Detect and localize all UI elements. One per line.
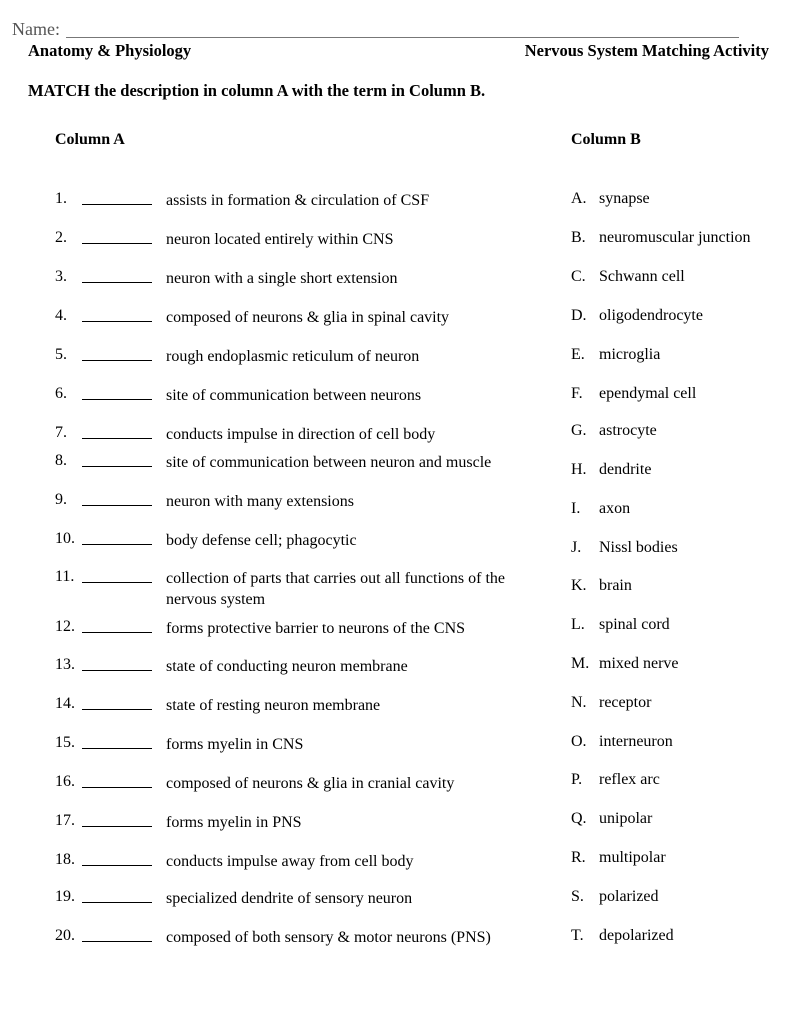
term-letter: E. [571,346,585,363]
term-text: synapse [599,190,650,207]
term-letter: H. [571,461,587,478]
term-text: multipolar [599,849,666,866]
column-a-item [0,346,560,366]
item-number: 17. [55,812,75,829]
description-text: composed of neurons & glia in spinal cavity [166,309,450,326]
column-b-term [571,733,673,751]
term-letter: D. [571,307,587,324]
column-b-term [571,655,679,673]
column-b-term [571,694,651,712]
column-a-item [0,851,560,871]
column-a-item [0,452,560,472]
item-number: 10. [55,530,75,547]
term-text: unipolar [599,810,653,827]
answer-blank[interactable] [82,941,152,942]
description-text: body defense cell; phagocytic [166,532,357,549]
column-b-term [571,849,666,867]
description-text: conducts impulse away from cell body [166,853,414,870]
answer-blank[interactable] [82,321,152,322]
term-letter: O. [571,733,587,750]
item-description [166,307,449,328]
term-text: axon [599,500,631,517]
item-number: 12. [55,618,75,635]
term-text: Nissl bodies [599,539,678,556]
answer-blank[interactable] [82,865,152,866]
term-letter: L. [571,616,585,633]
instructions: MATCH the description in column A with the term in Column B. [28,81,486,100]
column-a-item [0,424,560,444]
description-text: site of communication between neurons [166,387,422,404]
column-a-item [0,568,560,608]
column-a-heading: Column A [55,131,125,148]
column-a-item [0,268,560,288]
description-text: collection of parts that carries out all functions of the [166,570,505,587]
item-number: 16. [55,773,75,790]
column-b-term [571,190,650,208]
column-b-term [571,539,678,557]
term-letter: Q. [571,810,587,827]
answer-blank[interactable] [82,787,152,788]
description-text: state of conducting neuron membrane [166,658,408,675]
item-description [166,530,357,551]
description-text: neuron located entirely within CNS [166,231,394,248]
name-blank-line[interactable] [66,37,739,38]
answer-blank[interactable] [82,544,152,545]
answer-blank[interactable] [82,748,152,749]
item-description [166,190,429,211]
column-b-term [571,268,685,286]
item-number: 2. [55,229,67,246]
description-text: forms myelin in CNS [166,736,304,753]
item-number: 6. [55,385,67,402]
description-text: conducts impulse in direction of cell body [166,426,436,443]
term-letter: K. [571,577,587,594]
term-text: spinal cord [599,616,670,633]
answer-blank[interactable] [82,826,152,827]
column-b-term [571,346,660,364]
description-text: neuron with a single short extension [166,270,398,287]
column-b-term [571,616,670,634]
term-text: Schwann cell [599,268,685,285]
column-b-term [571,385,696,403]
description-text-continued: nervous system [166,591,266,608]
answer-blank[interactable] [82,505,152,506]
term-text: microglia [599,346,661,363]
column-a-item [0,773,560,793]
answer-blank[interactable] [82,438,152,439]
column-a-item [0,530,560,550]
column-a-item [0,229,560,249]
term-letter: G. [571,422,587,439]
item-number: 5. [55,346,67,363]
answer-blank[interactable] [82,632,152,633]
description-text: rough endoplasmic reticulum of neuron [166,348,420,365]
activity-title: Nervous System Matching Activity [524,41,769,60]
column-b-term [571,771,660,789]
answer-blank[interactable] [82,399,152,400]
item-number: 1. [55,190,67,207]
term-letter: T. [571,927,584,944]
item-description [166,773,454,794]
column-b-term [571,500,630,518]
answer-blank[interactable] [82,204,152,205]
term-text: reflex arc [599,771,660,788]
column-b-heading: Column B [571,131,641,148]
description-text: state of resting neuron membrane [166,697,381,714]
column-a-item [0,927,560,947]
column-a-item [0,190,560,210]
item-description [166,424,435,445]
column-a-item [0,618,560,638]
item-description [166,346,419,367]
column-a-item [0,888,560,908]
column-b-term [571,461,651,479]
term-letter: B. [571,229,586,246]
item-number: 8. [55,452,67,469]
column-b-term [571,577,632,595]
column-a-item [0,734,560,754]
item-number: 18. [55,851,75,868]
column-b-term [571,422,657,440]
item-number: 3. [55,268,67,285]
course-title: Anatomy & Physiology [28,41,192,60]
answer-blank[interactable] [82,360,152,361]
item-number: 19. [55,888,75,905]
item-description [166,927,491,948]
term-letter: M. [571,655,590,672]
item-description [166,656,408,677]
item-number: 20. [55,927,75,944]
item-description [166,268,398,289]
term-text: interneuron [599,733,673,750]
term-text: polarized [599,888,659,905]
term-text: oligodendrocyte [599,307,703,324]
item-description [166,618,465,639]
item-description [166,734,303,755]
description-text: site of communication between neuron and muscle [166,454,492,471]
item-description [166,568,505,610]
name-label: Name: [12,19,60,39]
term-letter: I. [571,500,581,517]
column-a-item [0,656,560,676]
item-number: 15. [55,734,75,751]
column-a-item [0,491,560,511]
item-description [166,229,394,250]
term-text: receptor [599,694,652,711]
term-text: depolarized [599,927,674,944]
description-text: forms myelin in PNS [166,814,302,831]
term-letter: R. [571,849,586,866]
item-description [166,695,380,716]
term-text: ependymal cell [599,385,697,402]
answer-blank[interactable] [82,902,152,903]
column-a-item [0,812,560,832]
term-letter: S. [571,888,584,905]
column-b-term [571,927,674,945]
answer-blank[interactable] [82,243,152,244]
answer-blank[interactable] [82,709,152,710]
term-text: dendrite [599,461,652,478]
column-b-term [571,229,751,247]
item-number: 13. [55,656,75,673]
term-letter: F. [571,385,583,402]
item-description [166,452,491,473]
answer-blank[interactable] [82,582,152,583]
column-a-item [0,695,560,715]
term-text: brain [599,577,632,594]
item-number: 7. [55,424,67,441]
description-text: assists in formation & circulation of CSF [166,192,430,209]
answer-blank[interactable] [82,282,152,283]
term-letter: A. [571,190,587,207]
term-letter: N. [571,694,587,711]
item-number: 4. [55,307,67,324]
item-number: 9. [55,491,67,508]
term-text: mixed nerve [599,655,679,672]
item-description [166,851,414,872]
term-letter: P. [571,771,583,788]
description-text: specialized dendrite of sensory neuron [166,890,413,907]
item-description [166,888,412,909]
description-text: neuron with many extensions [166,493,354,510]
column-a-item [0,307,560,327]
column-a-item [0,385,560,405]
term-letter: C. [571,268,586,285]
answer-blank[interactable] [82,670,152,671]
item-number: 14. [55,695,75,712]
answer-blank[interactable] [82,466,152,467]
item-number: 11. [55,568,75,585]
column-b-term [571,888,659,906]
item-description [166,812,302,833]
column-b-term [571,307,703,325]
term-text: astrocyte [599,422,657,439]
description-text: forms protective barrier to neurons of the CNS [166,620,466,637]
term-letter: J. [571,539,582,556]
item-description [166,385,421,406]
term-text: neuromuscular junction [599,229,751,246]
item-description [166,491,354,512]
column-b-term [571,810,652,828]
description-text: composed of both sensory & motor neurons (PNS) [166,929,491,946]
description-text: composed of neurons & glia in cranial cavity [166,775,455,792]
